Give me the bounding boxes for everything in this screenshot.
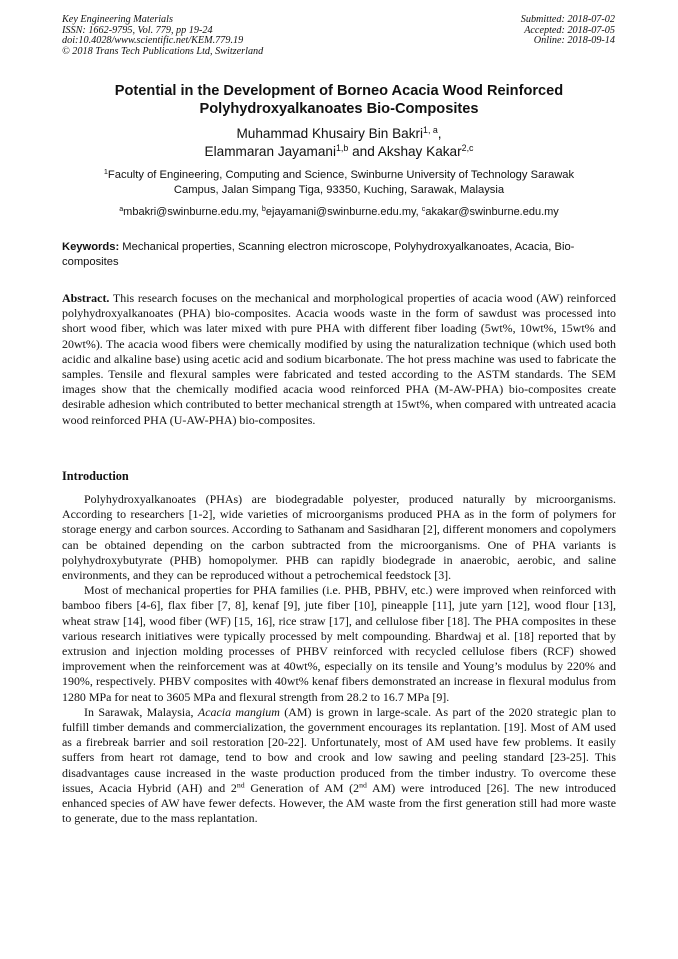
introduction-heading: Introduction xyxy=(62,469,129,483)
introduction-body xyxy=(62,492,616,826)
doi: doi:10.4028/www.scientific.net/KEM.779.19 xyxy=(62,35,244,47)
author-2: Elammaran Jayamani xyxy=(204,144,337,159)
author-3-marker: 2,c xyxy=(461,143,474,154)
accepted-date: Accepted: 2018-07-05 xyxy=(524,24,615,36)
author-line-1 xyxy=(62,125,616,143)
intro-paragraph-1: Polyhydroxyalkanoates (PHAs) are biodegradable polyester, produced naturally by microorganisms. According to researchers [1-2], wide varieties of microorganisms produced PHA as in the form of polymers for storage energy and carbon sources. According to Sathanam and Sasidharan [2], different monomers and copolymers can be obtained depending on the carbon subtracted from the microorganisms. One of PHA variants is polyhydroxybutyrate (PHB) homopolymer. PHB can rapidly biodegrade in anaerobic, aerobic, and saline environments, and they can be reproduced without a petrochemical feedstock [3]. xyxy=(62,492,616,583)
author-1: Muhammad Khusairy Bin Bakri xyxy=(236,126,424,141)
email-b: ejayamani@swinburne.edu.my, xyxy=(265,206,422,218)
abstract-text: This research focuses on the mechanical and morphological properties of acacia wood (AW) reinforced polyhydroxyalkanoates (PHA) bio-composites. Acacia woods waste in the form of sawdust was processed into short wood fiber, which was later mixed with pure PHA with different fiber loading (5wt%, 10wt%, 15wt% and 20wt%). The acacia wood fibers were chemically modified by using the naturalization technique (which used both acidic and alkaline base) using acetic acid and sodium bicarbonate. The hot press machine was used to fabricate the samples. Tensile and flexural samples were fabricated and tested according to the ASTM standards. The SEM images show that the chemically modified acacia wood reinforced PHA (M-AW-PHA) bio-composites create desirable adhesion which contributed to better mechanical strength at 15wt%, when compared with untreated acacia wood reinforced PHA (U-AW-PHA) bio-composites. xyxy=(62,291,616,427)
author-3: and Akshay Kakar xyxy=(348,144,462,159)
author-separator: , xyxy=(437,126,442,141)
journal-info xyxy=(62,15,263,58)
intro-paragraph-2: Most of mechanical properties for PHA families (i.e. PHB, PBHV, etc.) were improved when reinforced with bamboo fibers [4-6], flax fiber [7, 8], kenaf [9], jute fiber [10], pineapple [11], jute yarn [12], wood flour [13], wheat straw [14], wood fiber (WF) [15, 16], rice straw [17], and cellulose fiber [18]. The PHA composites in these various research initiatives were typically processed by melt compounding. Bhardwaj et al. [18] reported that by extrusion and injection molding processes of PHBV reinforced with recycled cellulose fibers (RCF) showed improvement when the reinforcement was at 40wt%, especially on its tensile and Young’s modulus by 220% and 190%, respectively. PHBV composites with 40wt% kenaf fibers demonstrated an increase in flexural modulus from 1280 MPa for neat to 3605 MPa and flexural strength from 28.2 to 16.7 MPa [9]. xyxy=(62,583,616,704)
author-line-2 xyxy=(62,143,616,161)
journal-name: Key Engineering Materials xyxy=(62,14,173,25)
abstract-label: Abstract. xyxy=(62,291,110,305)
author-1-marker: 1, a xyxy=(423,125,438,136)
email-c: akakar@swinburne.edu.my xyxy=(425,206,559,218)
issn-volume: ISSN: 1662-9795, Vol. 779, pp 19-24 xyxy=(62,24,213,36)
paper-title xyxy=(62,82,616,118)
online-date: Online: 2018-09-14 xyxy=(533,35,615,47)
submitted-date: Submitted: 2018-07-02 xyxy=(520,14,615,25)
affiliation-marker: 1 xyxy=(103,167,108,176)
title-line-2: Polyhydroxyalkanoates Bio-Composites xyxy=(199,101,479,117)
species-name: Acacia mangium xyxy=(197,704,280,719)
abstract xyxy=(62,291,616,428)
title-line-1: Potential in the Development of Borneo Acacia Wood Reinforced xyxy=(114,83,564,99)
email-a: mbakri@swinburne.edu.my, xyxy=(123,206,262,218)
intro-paragraph-3: In Sarawak, Malaysia, Acacia mangium (AM) is grown in large-scale. As part of the 2020 strategic plan to fulfill timber demands and commercialization, the government encourages its replantation. [19]. Most of AM used as a firebreak barrier and soil restoration [20-22]. Unfortunately, most of AM used have few problems. It easily suffers from heart rot damage, tend to bow and crook and low sawing and peeling standard [23-25]. This disadvantages cause increased in the waste production produced from the timber industry. To overcome these issues, Acacia Hybrid (AH) and 2nd Generation of AM (2nd AM) were introduced [26]. The new introduced enhanced species of AW have fewer defects. However, the AM waste from the first generation still had more waste to generate, due to the mass replantation. xyxy=(62,704,617,826)
author-2-marker: 1,b xyxy=(336,143,349,154)
author-list xyxy=(62,125,616,161)
affiliation xyxy=(62,168,616,198)
author-emails: $^a$mbakri@swinburne.edu.my, $^b$ejayamani@swinburne.edu.my, $^c$akakar@swinburne.edu.my xyxy=(119,205,559,218)
keywords-text: Mechanical properties, Scanning electron microscope, Polyhydroxyalkanoates, Acacia, Bio-composites xyxy=(62,241,575,268)
keywords-label: Keywords: xyxy=(62,241,120,253)
copyright: © 2018 Trans Tech Publications Ltd, Switzerland xyxy=(62,46,264,58)
publication-dates xyxy=(521,15,615,47)
affiliation-line-1: $^1$Faculty of Engineering, Computing and Science, Swinburne University of Technology Sarawak xyxy=(103,167,575,181)
affiliation-line-2: Campus, Jalan Simpang Tiga, 93350, Kuching, Sarawak, Malaysia xyxy=(173,184,505,196)
keywords xyxy=(62,240,616,269)
